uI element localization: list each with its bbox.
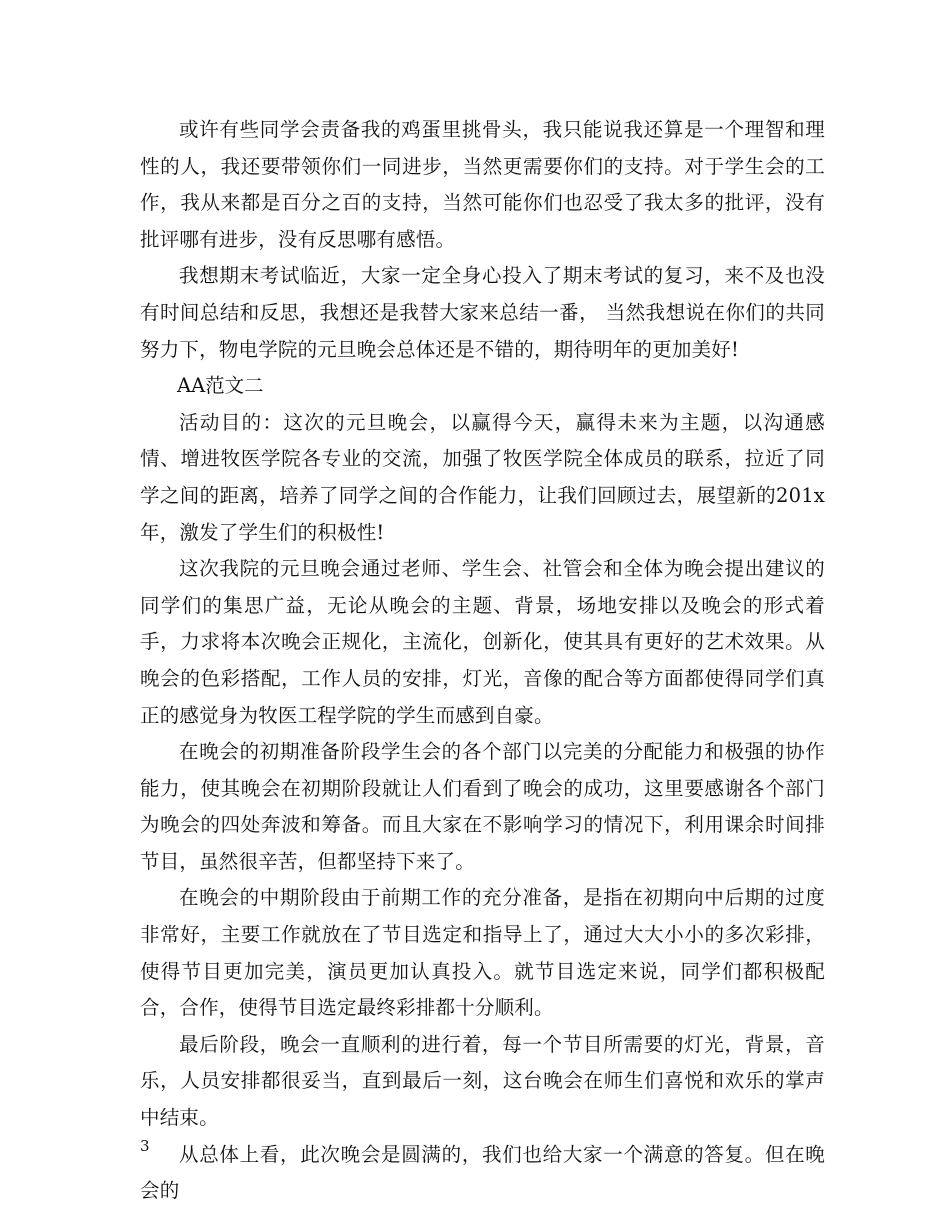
section-heading: AA范文二 — [177, 374, 264, 398]
body-paragraph: 我想期末考试临近，大家一定全身心投入了期末考试的复习，来不及也没有时间总结和反思，我想还是我替大家来总结一番， 当然我想说在你们的共同努力下，物电学院的元旦晚会总体还是不错的，期待明年的更加美好! — [140, 264, 825, 361]
body-paragraph: 最后阶段，晚会一直顺利的进行着，每一个节目所需要的灯光，背景，音乐，人员安排都很妥当，直到最后一刻，这台晚会在师生们喜悦和欢乐的掌声中结束。 — [140, 1032, 825, 1130]
body-paragraph: 这次我院的元旦晚会通过老师、学生会、社管会和全体为晚会提出建议的同学们的集思广益，无论从晚会的主题、背景，场地安排以及晚会的形式着手，力求将本次晚会正规化，主流化，创新化，使其具有更好的艺术效果。从晚会的色彩搭配，工作人员的安排，灯光，音像的配合等方面都使得同学们真正的感觉身为牧医工程学院的学生而感到自豪。 — [140, 557, 825, 727]
page-number: 3 — [140, 1137, 150, 1155]
body-paragraph: 从总体上看，此次晚会是圆满的，我们也给大家一个满意的答复。但在晚会的 — [140, 1142, 825, 1203]
body-paragraph: 在晚会的初期准备阶段学生会的各个部门以完美的分配能力和极强的协作能力，使其晚会在初期阶段就让人们看到了晚会的成功，这里要感谢各个部门为晚会的四处奔波和筹备。而且大家在不影响学习的情况下，利用课余时间排节目，虽然很辛苦，但都坚持下来了。 — [140, 740, 825, 873]
document-body — [140, 112, 825, 1210]
body-paragraph: 或许有些同学会责备我的鸡蛋里挑骨头，我只能说我还算是一个理智和理性的人，我还要带领你们一同进步，当然更需要你们的支持。对于学生会的工作，我从来都是百分之百的支持，当然可能你们也忍受了我太多的批评，没有批评哪有进步，没有反思哪有感悟。 — [140, 118, 825, 251]
body-paragraph: 活动目的：这次的元旦晚会，以赢得今天，赢得未来为主题，以沟通感情、增进牧医学院各专业的交流，加强了牧医学院全体成员的联系，拉近了同学之间的距离，培养了同学之间的合作能力，让我们回顾过去，展望新的201x年，激发了学生们的积极性! — [140, 410, 825, 544]
body-paragraph: 在晚会的中期阶段由于前期工作的充分准备，是指在初期向中后期的过度非常好，主要工作就放在了节目选定和指导上了，通过大大小小的多次彩排，使得节目更加完美，演员更加认真投入。就节目选定来说，同学们都积极配合，合作，使得节目选定最终彩排都十分顺利。 — [140, 886, 825, 1020]
